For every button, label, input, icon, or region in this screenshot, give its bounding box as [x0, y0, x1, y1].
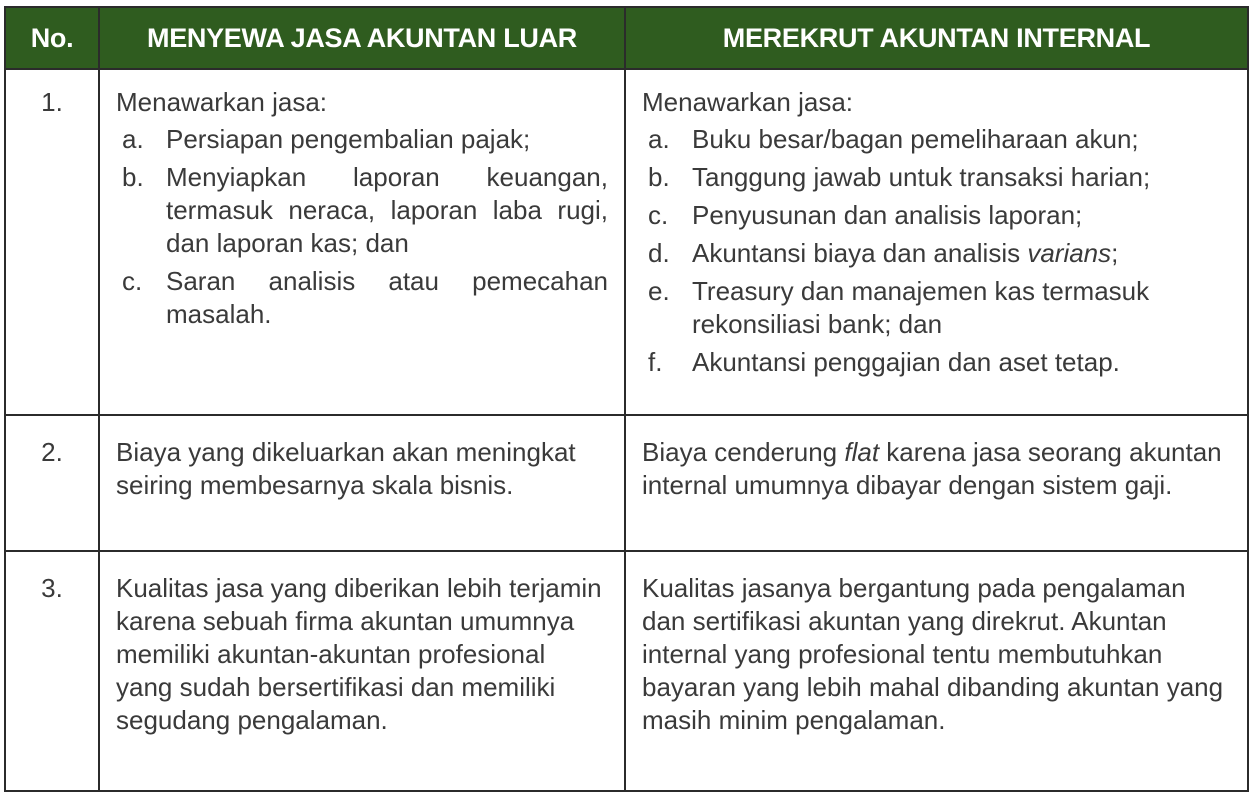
- cell-internal-services: [625, 69, 1248, 415]
- row-number: 2.: [5, 415, 99, 551]
- cell-internal-cost: [625, 415, 1248, 551]
- list-marker: d.: [648, 238, 670, 268]
- list-item: [116, 161, 608, 260]
- list-item-text: Tanggung jawab untuk transaksi harian;: [692, 162, 1151, 192]
- cell-intro: Menawarkan jasa:: [642, 87, 853, 117]
- list-marker: b.: [122, 162, 144, 192]
- list-marker: e.: [648, 276, 670, 306]
- row-number: 3.: [5, 551, 99, 791]
- service-list: [642, 123, 1233, 379]
- list-item-text: Akuntansi penggajian dan aset tetap.: [692, 347, 1120, 377]
- list-marker: a.: [122, 124, 144, 154]
- list-item-text: Menyiapkan laporan keuangan, termasuk neraca, laporan laba rugi, dan laporan kas; dan: [166, 162, 608, 258]
- text-part: Biaya cenderung: [642, 437, 845, 467]
- header-no: No.: [5, 7, 99, 69]
- list-marker: b.: [648, 162, 670, 192]
- row-number: 1.: [5, 69, 99, 415]
- list-marker: f.: [648, 347, 663, 377]
- list-marker: a.: [648, 124, 670, 154]
- list-item-text: [692, 237, 1233, 270]
- list-item: [642, 275, 1233, 341]
- list-item: [642, 199, 1233, 232]
- header-outside-accountant: MENYEWA JASA AKUNTAN LUAR: [99, 7, 625, 69]
- table-row: [5, 415, 1248, 551]
- list-item-text: Saran analisis atau pemecahan masalah.: [166, 266, 608, 329]
- service-list: [116, 123, 608, 331]
- header-row: [5, 7, 1248, 69]
- list-item: [116, 123, 608, 156]
- header-internal-accountant: MEREKRUT AKUNTAN INTERNAL: [625, 7, 1248, 69]
- italic-term: varians: [1027, 238, 1112, 268]
- list-item-text: Buku besar/bagan pemeliharaan akun;: [692, 124, 1139, 154]
- cell-outside-quality: Kualitas jasa yang diberikan lebih terjamin karena sebuah firma akuntan umumnya memiliki akuntan-akuntan profesional yang sudah bersertifikasi dan memiliki segudang pengalaman.: [99, 551, 625, 791]
- table-row: [5, 69, 1248, 415]
- table-row: [5, 551, 1248, 791]
- list-item: [642, 123, 1233, 156]
- list-item: [642, 161, 1233, 194]
- list-item: [116, 265, 608, 331]
- italic-term: flat: [844, 437, 880, 467]
- list-item: [642, 346, 1233, 379]
- list-item-text: Treasury dan manajemen kas termasuk rekonsiliasi bank; dan: [692, 276, 1150, 339]
- text-part: Akuntansi biaya dan analisis: [692, 238, 1028, 268]
- cell-outside-services: [99, 69, 625, 415]
- comparison-table: [4, 6, 1249, 792]
- cell-internal-quality: Kualitas jasanya bergantung pada pengalaman dan sertifikasi akuntan yang direkrut. Akuntan internal yang profesional tentu membutuhkan bayaran yang lebih mahal dibanding akuntan yang masih minim pengalaman.: [625, 551, 1248, 791]
- list-marker: c.: [122, 266, 143, 296]
- text-part: karena jasa seorang akuntan internal umumnya dibayar dengan sistem gaji.: [642, 437, 1222, 500]
- list-item-text: Penyusunan dan analisis laporan;: [692, 200, 1083, 230]
- list-item-text: Persiapan pengembalian pajak;: [166, 124, 531, 154]
- cell-intro: Menawarkan jasa:: [116, 87, 327, 117]
- text-part: ;: [1111, 238, 1119, 268]
- list-item: [642, 237, 1233, 270]
- cell-outside-cost: Biaya yang dikeluarkan akan meningkat seiring membesarnya skala bisnis.: [99, 415, 625, 551]
- list-marker: c.: [648, 200, 669, 230]
